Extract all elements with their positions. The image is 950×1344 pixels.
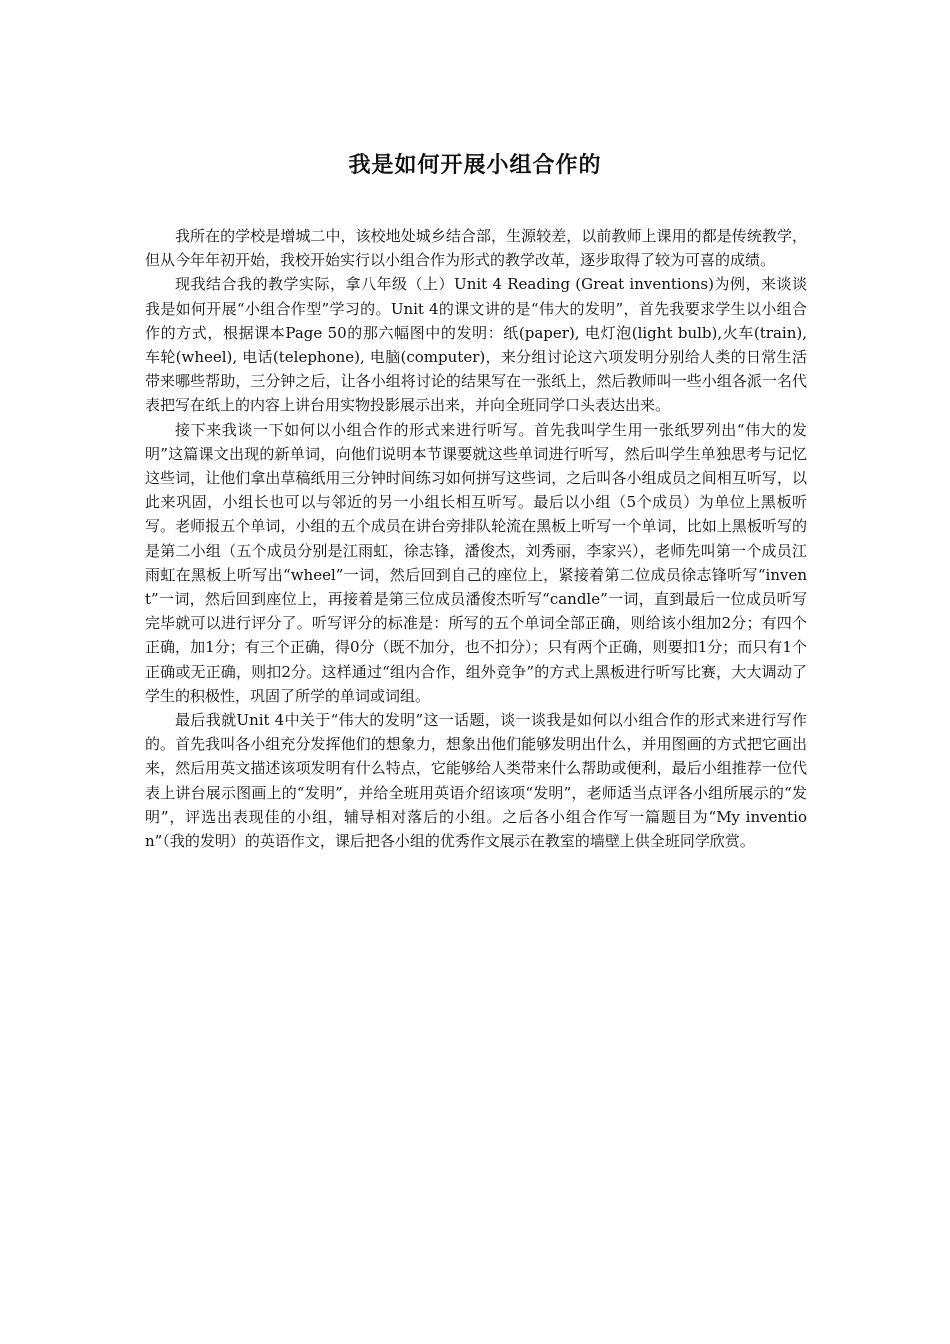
- document-body: [145, 224, 807, 853]
- document-title: 我是如何开展小组合作的: [348, 151, 602, 178]
- paragraph-group-discussion: 现我结合我的教学实际，拿八年级（上）Unit 4 Reading (Great inventions)为例，来谈谈我是如何开展“小组合作型”学习的。Unit 4的课文讲的是“伟大的发明”，首先我要求学生以小组合作的方式，根据课本Page 50的那六幅图中的发明：纸(paper), 电灯泡(light bulb),火车(train), 车轮(wheel), 电话(telephone), 电脑(computer)，来分组讨论这六项发明分别给人类的日常生活带来哪些帮助，三分钟之后，让各小组将讨论的结果写在一张纸上，然后教师叫一些小组各派一名代表把写在纸上的内容上讲台用实物投影展示出来，并向全班同学口头表达出来。: [145, 275, 807, 415]
- paragraph-writing: 最后我就Unit 4中关于“伟大的发明”这一话题，谈一谈我是如何以小组合作的形式来进行写作的。首先我叫各小组充分发挥他们的想象力，想象出他们能够发明出什么，并用图画的方式把它画出来，然后用英文描述该项发明有什么特点，它能够给人类带来什么帮助或便利，最后小组推荐一位代表上讲台展示图画上的“发明”，并给全班用英语介绍该项“发明”，老师适当点评各小组所展示的“发明”，评选出表现佳的小组，辅导相对落后的小组。之后各小组合作写一篇题目为“My invention”（我的发明）的英语作文，课后把各小组的优秀作文展示在教室的墙壁上供全班同学欣赏。: [145, 711, 807, 851]
- paragraph-dictation: 接下来我谈一下如何以小组合作的形式来进行听写。首先我叫学生用一张纸罗列出“伟大的发明”这篇课文出现的新单词，向他们说明本节课要就这些单词进行听写，然后叫学生单独思考与记忆这些词，让他们拿出草稿纸用三分钟时间练习如何拼写这些词，之后叫各小组成员之间相互听写，以此来巩固，小组长也可以与邻近的另一小组长相互听写。最后以小组（5个成员）为单位上黑板听写。老师报五个单词，小组的五个成员在讲台旁排队轮流在黑板上听写一个单词，比如上黑板听写的是第二小组（五个成员分别是江雨虹，徐志锋，潘俊杰，刘秀丽，李家兴），老师先叫第一个成员江雨虹在黑板上听写出“wheel”一词，然后回到自己的座位上，紧接着第二位成员徐志锋听写“invent”一词，然后回到座位上，再接着是第三位成员潘俊杰听写“candle”一词，直到最后一位成员听写完毕就可以进行评分了。听写评分的标准是：所写的五个单词全部正确，则给该小组加2分；有四个正确，加1分；有三个正确，得0分（既不加分，也不扣分）；只有两个正确，则要扣1分；而只有1个正确或无正确，则扣2分。这样通过“组内合作，组外竞争”的方式上黑板进行听写比赛，大大调动了学生的积极性，巩固了所学的单词或词组。: [145, 420, 807, 705]
- paragraph-intro: 我所在的学校是增城二中，该校地处城乡结合部，生源较差，以前教师上课用的都是传统教学，但从今年年初开始，我校开始实行以小组合作为形式的教学改革，逐步取得了较为可喜的成绩。: [145, 227, 807, 270]
